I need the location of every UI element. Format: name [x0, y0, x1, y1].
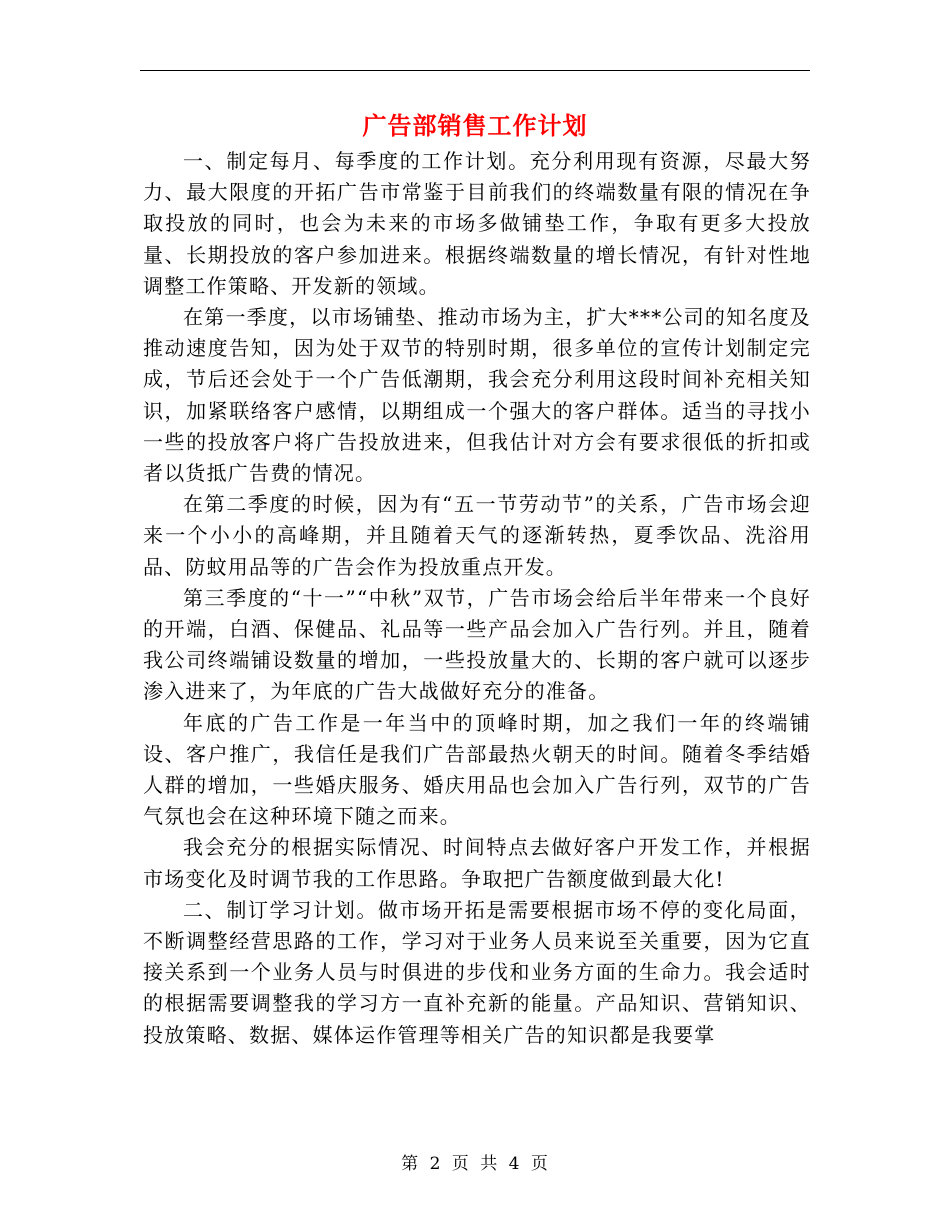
- paragraph-2: 在第一季度，以市场铺垫、推动市场为主，扩大***公司的知名度及推动速度告知，因为处于双节的特别时期，很多单位的宣传计划制定完成，节后还会处于一个广告低潮期，我会充分利用这段时间补充相关知识，加紧联络客户感情，以期组成一个强大的客户群体。适当的寻找小一些的投放客户将广告投放进来，但我估计对方会有要求很低的折扣或者以货抵广告费的情况。: [143, 305, 811, 486]
- document-body: [143, 146, 811, 1051]
- paragraph-4: 第三季度的“十一”“中秋”双节，广告市场会给后半年带来一个良好的开端，白酒、保健品、礼品等一些产品会加入广告行列。并且，随着我公司终端铺设数量的增加，一些投放量大的、长期的客户就可以逐步渗入进来了，为年底的广告大战做好充分的准备。: [143, 585, 811, 704]
- paragraph-7: 二、制订学习计划。做市场开拓是需要根据市场不停的变化局面，不断调整经营思路的工作，学习对于业务人员来说至关重要，因为它直接关系到一个业务人员与时俱进的步伐和业务方面的生命力。我会适时的根据需要调整我的学习方一直补充新的能量。产品知识、营销知识、投放策略、数据、媒体运作管理等相关广告的知识都是我要掌: [143, 897, 811, 1047]
- paragraph-5: 年底的广告工作是一年当中的顶峰时期，加之我们一年的终端铺设、客户推广，我信任是我们广告部最热火朝天的时间。随着冬季结婚人群的增加，一些婚庆服务、婚庆用品也会加入广告行列，双节的广告气氛也会在这种环境下随之而来。: [143, 710, 811, 829]
- paragraph-1: 一、制定每月、每季度的工作计划。充分利用现有资源，尽最大努力、最大限度的开拓广告市常鉴于目前我们的终端数量有限的情况在争取投放的同时，也会为未来的市场多做铺垫工作，争取有更多大投放量、长期投放的客户参加进来。根据终端数量的增长情况，有针对性地调整工作策略、开发新的领域。: [143, 149, 811, 298]
- header-rule: [140, 70, 810, 71]
- paragraph-3: 在第二季度的时候，因为有“五一节劳动节”的关系，广告市场会迎来一个小小的高峰期，并且随着天气的逐渐转热，夏季饮品、洗浴用品、防蚊用品等的广告会作为投放重点开发。: [143, 492, 811, 579]
- paragraph-6: 我会充分的根据实际情况、时间特点去做好客户开发工作，并根据市场变化及时调节我的工作思路。争取把广告额度做到最大化!: [143, 835, 811, 891]
- document-title: 广告部销售工作计划: [362, 111, 588, 140]
- page-number: 第 2 页 共 4 页: [401, 1154, 549, 1174]
